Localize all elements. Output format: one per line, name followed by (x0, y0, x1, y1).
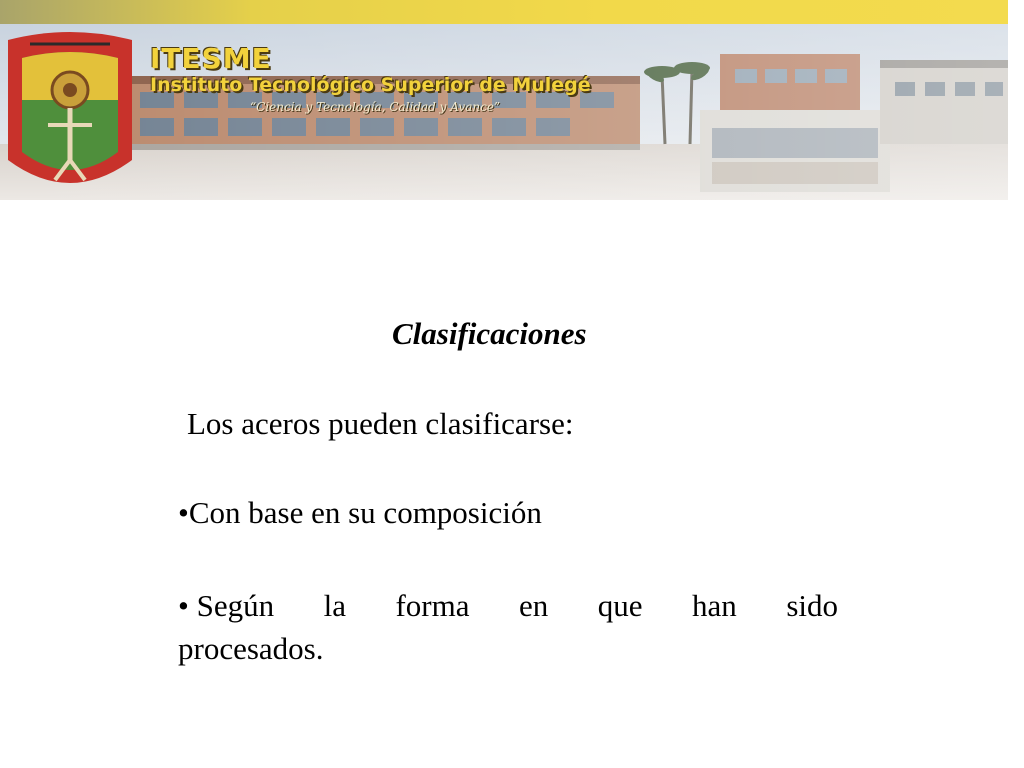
intro-text: Los aceros pueden clasificarse: (187, 406, 574, 441)
institution-motto: “Ciencia y Tecnología, Calidad y Avance” (250, 100, 501, 114)
bullet-line-1 (178, 584, 838, 627)
brand-title: ITESME (150, 42, 272, 75)
word: han (692, 588, 737, 623)
bullet-item-processing (178, 584, 838, 670)
slide-heading: Clasificaciones (392, 316, 587, 351)
bullet-item-composition: •Con base en su composición (178, 495, 542, 530)
institution-title: Instituto Tecnológico Superior de Mulegé (150, 74, 591, 96)
word: la (323, 588, 346, 623)
word: que (597, 588, 643, 623)
word: sido (786, 588, 838, 623)
word: forma (395, 588, 470, 623)
bullet-line-2: procesados. (178, 631, 324, 666)
word: • Según (178, 588, 275, 623)
word: en (519, 588, 549, 623)
